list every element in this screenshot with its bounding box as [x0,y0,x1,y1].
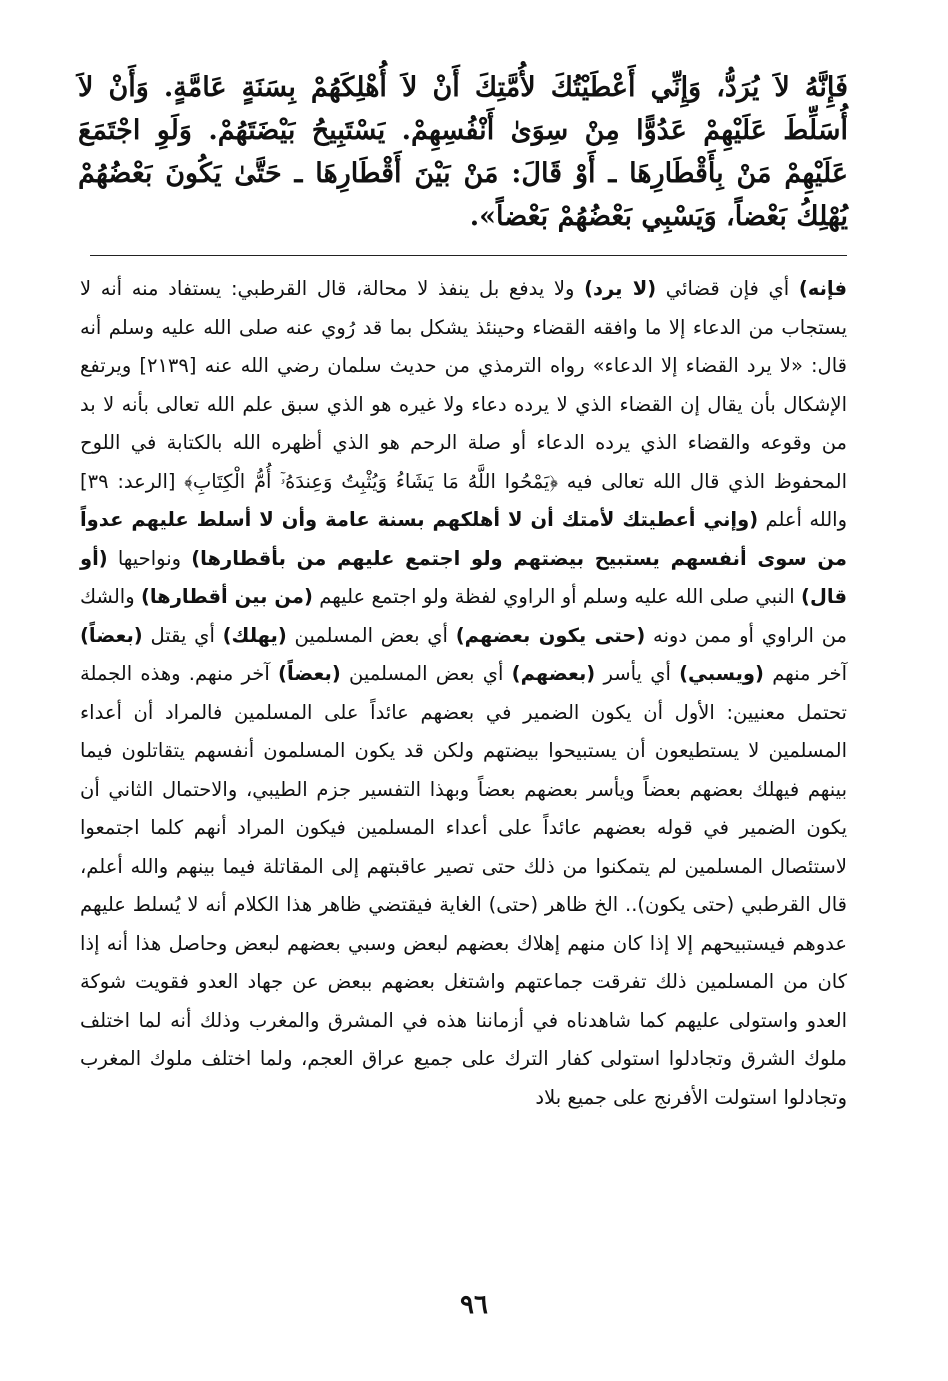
commentary-span: (ويسبي) [679,662,764,685]
commentary-span: (وإني أعطيتك لأمتك أن لا أهلكهم بسنة عامة وأن لا أسلط عليهم عدواً من سوى أنفسهم يستبيح بيضتهم ولو اجتمع عليهم من بأقطارها) [80,508,847,570]
commentary-span: (بعضاً) [278,662,341,685]
page-number: ٩٦ [460,1290,488,1320]
commentary-span: أي يأسر [595,662,680,685]
commentary-span: النبي صلى الله عليه وسلم أو الراوي لفظة ولو اجتمع عليهم [312,585,802,608]
commentary-span: (من بين أقطارها) [140,585,313,608]
commentary-span: ونواحيها [107,546,192,570]
commentary-span: (لا يرد) [584,277,657,300]
footnote-divider [90,255,847,256]
commentary-span: أي بعض المسلمين [286,623,456,647]
hadith-text: فَإِنَّهُ لاَ يُرَدُّ، وَإِنِّي أَعْطَيْتُكَ لأُمَّتِكَ أَنْ لاَ أُهْلِكَهُمْ بِسَنَةٍ عَامَّةٍ. وَأَنْ لاَ أُسَلِّطَ عَلَيْهِمْ عَدُوًّا مِنْ سِوَىٰ أَنْفُسِهِمْ. يَسْتَبِيحُ بَيْضَتَهُمْ. وَلَوِ اجْتَمَعَ عَلَيْهِمْ مَنْ بِأَقْطَارِهَا ـ أَوْ قَالَ: مَنْ بَيْنَ أَقْطَارِهَا ـ حَتَّىٰ يَكُونَ بَعْضُهُمْ يُهْلِكُ بَعْضاً، وَيَسْبِي بَعْضُهُمْ بَعْضاً». [78,72,848,232]
commentary-span: (بعضاً) [80,623,143,647]
commentary-span: (بعضهم) [511,662,596,685]
commentary-span: (أو قال) [80,546,847,608]
commentary-span: والشك من الراوي أو ممن دونه [80,585,847,647]
commentary-span: أي يقتل [142,623,223,647]
commentary-span: (حتى يكون بعضهم) [455,623,646,647]
commentary-span: آخر منهم. وهذه الجملة تحتمل معنيين: الأول أن يكون الضمير في بعضهم عائداً على المسلمين فالمراد أن أعداء المسلمين لا يستطيعون أن يستبيحوا بيضتهم ولكن قد يكون المسلمون أنفسهم يتقاتلون فيما بينهم فيهلك بعضهم بعضاً ويأسر بعضهم بعضاً وبهذا التفسير جزم الطيبي، والاحتمال الثاني أن يكون الضمير في قوله بعضهم عائداً على أعداء المسلمين فيكون المراد أنهم كلما اجتمعوا لاستئصال المسلمين لم يتمكنوا من ذلك حتى تصير عاقبتهم إلى المقاتلة فيما بينهم والله أعلم، قال القرطبي (حتى يكون).. الخ ظاهر (حتى) الغاية فيقتضي ظاهر هذا الكلام أنه لا يُسلط عليهم عدوهم فيستبيحهم إلا إذا كان منهم إهلاك بعضهم لبعض وسبي بعضهم لبعض وحاصل هذا أنه إذا كان من المسلمين ذلك تفرقت جماعتهم واشتغل بعضهم ببعض عن جهاد العدو فقويت شوكة العدو واستولى عليهم كما شاهدناه في أزماننا هذه في المشرق والمغرب وذلك أنه لما اختلف ملوك الشرق وتجادلوا استولى كفار الترك على جميع عراق العجم، ولما اختلف ملوك المغرب وتجادلوا استولت الأفرنج على جميع بلاد [80,662,847,1109]
commentary-span: أي بعض المسلمين [340,662,512,685]
commentary-span: ولا يدفع بل ينفذ لا محالة، قال القرطبي: يستفاد منه أنه لا يستجاب من الدعاء إلا ما وافقه القضاء وحينئذ يشكل بما قد رُوي عنه صلى الله عليه وسلم أنه قال: «لا يرد القضاء إلا الدعاء» رواه الترمذي من حديث سلمان رضي الله عنه [٢١٣٩] ويرتفع الإشكال بأن يقال إن القضاء الذي لا يرده دعاء ولا غيره هو الذي سبق علم الله تعالى بأنه لا بد من وقوعه والقضاء الذي يرده الدعاء أو صلة الرحم هو الذي أظهره الله بالكتابة في اللوح المحفوظ الذي قال الله تعالى فيه ﴿يَمْحُوا اللَّهُ مَا يَشَاءُ وَيُثْبِتُ وَعِندَهُۥٓ أُمُّ الْكِتَابِ﴾ [الرعد: ٣٩] والله أعلم [80,277,848,531]
commentary-span: أي فإن قضائي [656,277,799,300]
commentary-span: فإنه) [798,277,847,300]
commentary-span: (يهلك) [222,623,287,647]
commentary-text [80,270,847,1117]
commentary-span: آخر منهم [763,662,847,685]
hadith-block [78,66,848,238]
